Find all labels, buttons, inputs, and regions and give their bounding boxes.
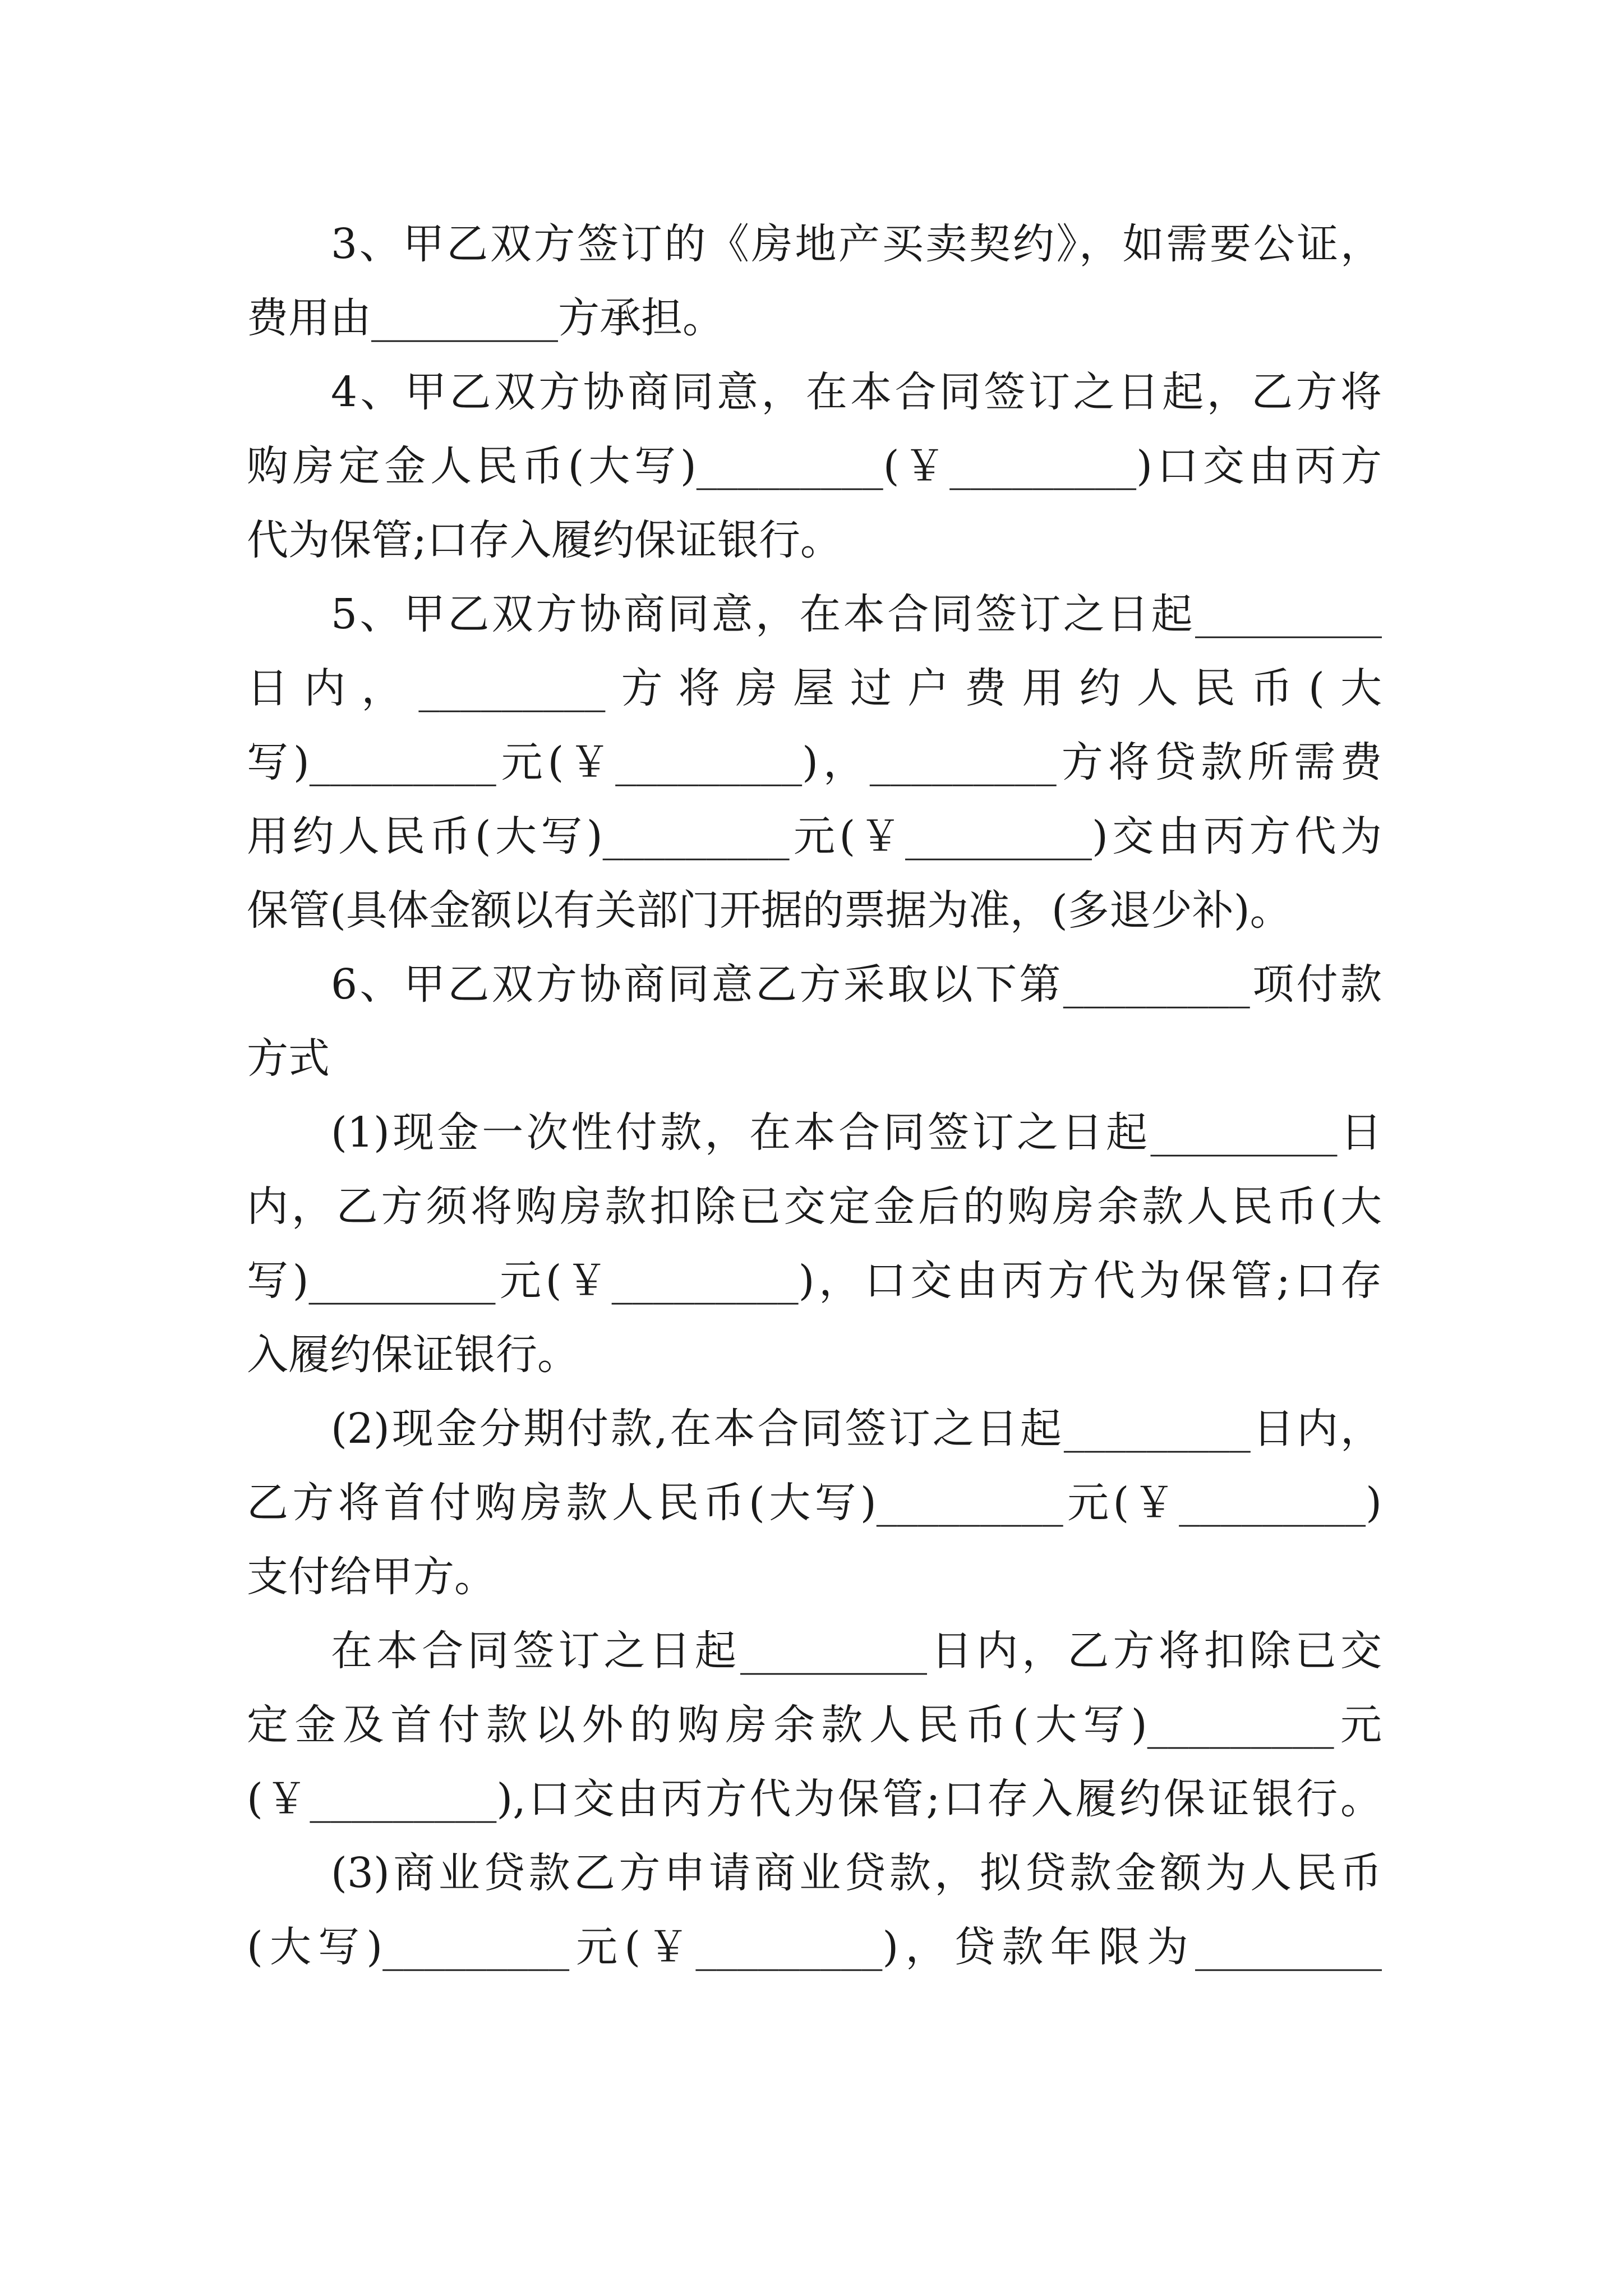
paragraph-line-clause-6: 6、甲乙双方协商同意乙方采取以下第_________项付款 — [331, 960, 1382, 1009]
paragraph-line: 方式 — [247, 1034, 330, 1083]
paragraph-line: (￥_________),口交由丙方代为保管;口存入履约保证银行。 — [247, 1775, 1382, 1823]
paragraph-line: 用约人民币(大写)_________元(￥_________)交由丙方代为 — [247, 812, 1382, 861]
paragraph-line: 写)_________元(￥_________)，_________方将贷款所需费 — [247, 738, 1382, 786]
paragraph-line-item-1: (1)现金一次性付款，在本合同签订之日起_________日 — [331, 1108, 1382, 1157]
paragraph-line: 购房定金人民币(大写)_________(￥_________)口交由丙方 — [247, 442, 1382, 490]
paragraph-line: 保管(具体金额以有关部门开据的票据为准，(多退少补)。 — [247, 886, 1292, 935]
paragraph-line: 乙方将首付购房款人民币(大写)_________元(￥_________) — [247, 1479, 1382, 1527]
paragraph-line-item-3: (3)商业贷款乙方申请商业贷款，拟贷款金额为人民币 — [331, 1849, 1382, 1897]
paragraph-line-clause-3: 3、甲乙双方签订的《房地产买卖契约》，如需要公证， — [331, 220, 1382, 268]
paragraph-line-clause-4: 4、甲乙双方协商同意，在本合同签订之日起，乙方将 — [331, 368, 1382, 416]
paragraph-line: 写)_________元(￥_________)，口交由丙方代为保管;口存 — [247, 1257, 1382, 1305]
paragraph-line: 定金及首付款以外的购房余款人民币(大写)_________元 — [247, 1701, 1382, 1749]
paragraph-line: 支付给甲方。 — [247, 1553, 496, 1601]
paragraph-line: 入履约保证银行。 — [247, 1331, 579, 1379]
paragraph-line: 内，乙方须将购房款扣除已交定金后的购房余款人民币(大 — [247, 1182, 1382, 1231]
paragraph-line: (大写)_________元(￥_________)，贷款年限为_________ — [247, 1923, 1382, 1971]
paragraph-line: 代为保管;口存入履约保证银行。 — [247, 516, 842, 564]
paragraph-line-clause-5: 5、甲乙双方协商同意，在本合同签订之日起_________ — [331, 590, 1382, 638]
paragraph-line: 费用由_________方承担。 — [247, 294, 724, 342]
paragraph-line: 日内，_________方将房屋过户费用约人民币(大 — [247, 664, 1382, 712]
paragraph-line-item-2: (2)现金分期付款,在本合同签订之日起_________日内， — [331, 1405, 1382, 1453]
paragraph-line: 在本合同签订之日起_________日内，乙方将扣除已交 — [331, 1627, 1382, 1675]
